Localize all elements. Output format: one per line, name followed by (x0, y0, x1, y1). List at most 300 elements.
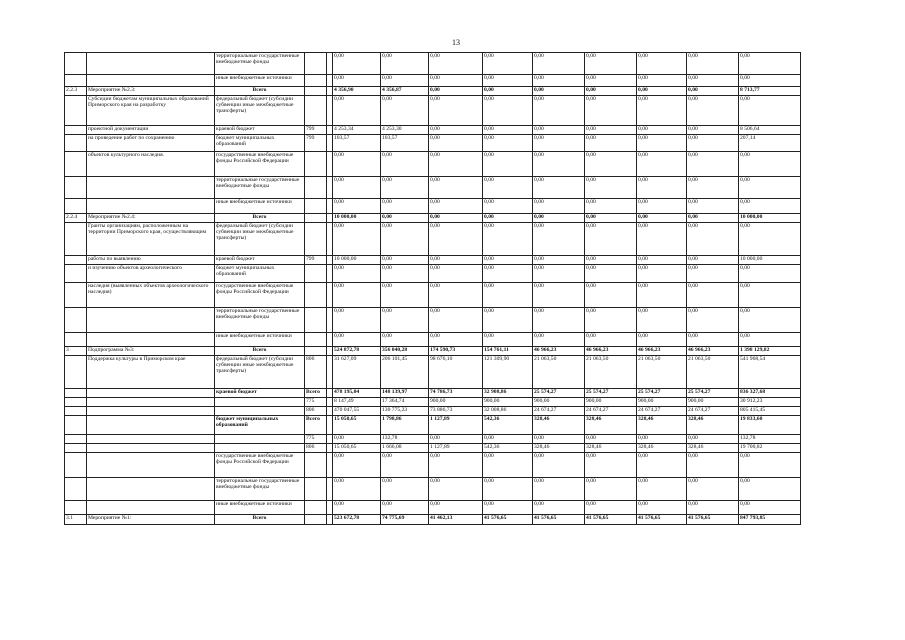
total-cell: 10 000,00 (739, 214, 801, 223)
value-2023-cell: 542,36 (483, 416, 533, 435)
source-cell: краевой бюджет (215, 126, 305, 135)
value-2027-cell: 46 966,23 (687, 347, 739, 356)
value-2020-cell: 0,00 (333, 265, 381, 283)
description-cell (87, 177, 215, 199)
value-2022-cell: 98 676,10 (429, 356, 483, 389)
total-cell: 0,00 (739, 308, 801, 333)
total-cell: 836 327,68 (739, 389, 801, 398)
table-row (65, 256, 801, 265)
value-2024-cell: 0,00 (533, 265, 585, 283)
table-row (65, 75, 801, 87)
number-cell (65, 126, 87, 135)
code-cell (305, 265, 327, 283)
source-cell: краевой бюджет (215, 256, 305, 265)
value-2023-cell: 0,00 (483, 453, 533, 478)
value-2023-cell: 0,00 (483, 435, 533, 444)
table-row (65, 435, 801, 444)
value-2025-cell: 0,00 (585, 214, 637, 223)
value-2020-cell: 0,00 (333, 453, 381, 478)
value-2020-cell: 0,00 (333, 478, 381, 501)
value-2027-cell: 0,00 (687, 333, 739, 347)
code-cell: 775 (305, 398, 327, 407)
value-2023-cell: 32 008,86 (483, 407, 533, 416)
value-2021-cell: 206 101,45 (381, 356, 429, 389)
value-2027-cell: 0,00 (687, 283, 739, 308)
description-cell (87, 389, 215, 398)
total-cell: 541 968,54 (739, 356, 801, 389)
value-2025-cell: 0,00 (585, 53, 637, 75)
description-cell: Мероприятие №2.4: (87, 214, 215, 223)
table-row (65, 87, 801, 96)
value-2023-cell: 0,00 (483, 478, 533, 501)
number-cell (65, 444, 87, 453)
value-2026-cell: 0,00 (637, 478, 687, 501)
description-cell (87, 444, 215, 453)
number-cell (65, 416, 87, 435)
total-cell: 847 793,85 (739, 515, 801, 525)
code-cell (305, 453, 327, 478)
value-2027-cell: 0,00 (687, 135, 739, 152)
value-2027-cell: 0,00 (687, 435, 739, 444)
value-2022-cell: 1 127,89 (429, 444, 483, 453)
value-2021-cell: 0,00 (381, 283, 429, 308)
total-cell: 0,00 (739, 283, 801, 308)
total-cell: 207,14 (739, 135, 801, 152)
value-2027-cell: 0,00 (687, 152, 739, 177)
code-cell (305, 283, 327, 308)
value-2021-cell: 4 356,87 (381, 87, 429, 96)
value-2021-cell: 1 798,86 (381, 416, 429, 435)
value-2020-cell: 0,00 (333, 177, 381, 199)
source-cell: федеральный бюджет (субсидии субвенции иные межбюджетные трансферты) (215, 356, 305, 389)
description-cell (87, 416, 215, 435)
value-2027-cell: 24 674,27 (687, 407, 739, 416)
value-2025-cell: 0,00 (585, 87, 637, 96)
description-cell: наследия (выявленных объектов археологического наследия) (87, 283, 215, 308)
value-2026-cell: 0,00 (637, 283, 687, 308)
number-cell: 2.2.3 (65, 87, 87, 96)
number-cell (65, 53, 87, 75)
value-2020-cell: 0,00 (333, 308, 381, 333)
table-row (65, 223, 801, 256)
number-cell: 2.2.4 (65, 214, 87, 223)
value-2024-cell: 0,00 (533, 87, 585, 96)
number-cell (65, 407, 87, 416)
number-cell (65, 398, 87, 407)
value-2027-cell: 0,00 (687, 478, 739, 501)
description-cell: Мероприятие №2.3: (87, 87, 215, 96)
table-row (65, 407, 801, 416)
total-cell: 19 700,82 (739, 444, 801, 453)
number-cell (65, 177, 87, 199)
value-2024-cell: 0,00 (533, 96, 585, 126)
value-2025-cell: 0,00 (585, 453, 637, 478)
value-2020-cell: 0,00 (333, 435, 381, 444)
value-2025-cell: 25 574,27 (585, 389, 637, 398)
value-2025-cell: 0,00 (585, 435, 637, 444)
value-2022-cell: 0,00 (429, 152, 483, 177)
value-2022-cell: 41 462,13 (429, 515, 483, 525)
number-cell (65, 75, 87, 87)
total-cell: 8 506,64 (739, 126, 801, 135)
value-2027-cell: 900,00 (687, 398, 739, 407)
code-cell (305, 347, 327, 356)
value-2021-cell: 4 253,30 (381, 126, 429, 135)
value-2021-cell: 132,78 (381, 435, 429, 444)
description-cell (87, 53, 215, 75)
table-row (65, 453, 801, 478)
value-2020-cell: 524 872,78 (333, 347, 381, 356)
description-cell: на проведение работ по сохранению (87, 135, 215, 152)
source-cell: иные внебюджетные источники (215, 501, 305, 515)
total-cell: 19 833,60 (739, 416, 801, 435)
value-2021-cell: 0,00 (381, 478, 429, 501)
value-2020-cell: 0,00 (333, 96, 381, 126)
total-cell: 0,00 (739, 177, 801, 199)
code-cell (305, 515, 327, 525)
value-2022-cell: 0,00 (429, 223, 483, 256)
value-2023-cell: 32 908,86 (483, 389, 533, 398)
budget-table (64, 52, 801, 525)
value-2024-cell: 0,00 (533, 308, 585, 333)
value-2022-cell: 74 786,73 (429, 389, 483, 398)
value-2020-cell: 470 047,55 (333, 407, 381, 416)
value-2022-cell: 0,00 (429, 53, 483, 75)
value-2023-cell: 0,00 (483, 214, 533, 223)
value-2025-cell: 0,00 (585, 177, 637, 199)
value-2026-cell: 0,00 (637, 435, 687, 444)
number-cell (65, 333, 87, 347)
value-2020-cell: 4 253,34 (333, 126, 381, 135)
value-2023-cell: 41 576,65 (483, 515, 533, 525)
value-2022-cell: 0,00 (429, 478, 483, 501)
value-2024-cell: 21 063,50 (533, 356, 585, 389)
value-2021-cell: 17 364,74 (381, 398, 429, 407)
value-2027-cell: 0,00 (687, 308, 739, 333)
value-2026-cell: 0,00 (637, 96, 687, 126)
value-2022-cell: 0,00 (429, 435, 483, 444)
table-row (65, 126, 801, 135)
description-cell (87, 435, 215, 444)
value-2023-cell: 0,00 (483, 75, 533, 87)
source-cell: иные внебюджетные источники (215, 199, 305, 214)
value-2021-cell: 0,00 (381, 53, 429, 75)
table-row (65, 389, 801, 398)
description-cell (87, 501, 215, 515)
source-cell: бюджет муниципальных образований (215, 416, 305, 435)
value-2027-cell: 0,00 (687, 223, 739, 256)
value-2027-cell: 0,00 (687, 265, 739, 283)
value-2027-cell: 0,00 (687, 75, 739, 87)
value-2024-cell: 0,00 (533, 75, 585, 87)
source-cell: Всего (215, 87, 305, 96)
source-cell: иные внебюджетные источники (215, 75, 305, 87)
table-row (65, 308, 801, 333)
source-cell: государственные внебюджетные фонды Российской Федерации (215, 283, 305, 308)
value-2027-cell: 0,00 (687, 87, 739, 96)
value-2021-cell: 0,00 (381, 256, 429, 265)
total-cell: 0,00 (739, 265, 801, 283)
value-2023-cell: 154 761,11 (483, 347, 533, 356)
value-2020-cell: 10 000,00 (333, 256, 381, 265)
value-2026-cell: 0,00 (637, 53, 687, 75)
value-2024-cell: 328,46 (533, 444, 585, 453)
value-2027-cell: 0,00 (687, 96, 739, 126)
description-cell (87, 478, 215, 501)
number-cell (65, 453, 87, 478)
number-cell (65, 435, 87, 444)
value-2023-cell: 0,00 (483, 53, 533, 75)
code-cell (305, 177, 327, 199)
value-2027-cell: 328,46 (687, 444, 739, 453)
value-2026-cell: 900,00 (637, 398, 687, 407)
value-2025-cell: 0,00 (585, 199, 637, 214)
value-2026-cell: 0,00 (637, 199, 687, 214)
value-2026-cell: 41 576,65 (637, 515, 687, 525)
value-2024-cell: 0,00 (533, 453, 585, 478)
value-2024-cell: 25 574,27 (533, 389, 585, 398)
value-2021-cell: 0,00 (381, 152, 429, 177)
value-2025-cell: 0,00 (585, 135, 637, 152)
number-cell (65, 283, 87, 308)
value-2027-cell: 21 063,50 (687, 356, 739, 389)
table-row (65, 398, 801, 407)
source-cell: территориальные государственные внебюджетные фонды (215, 478, 305, 501)
value-2022-cell: 0,00 (429, 265, 483, 283)
value-2027-cell: 328,46 (687, 416, 739, 435)
value-2024-cell: 0,00 (533, 256, 585, 265)
value-2023-cell: 900,00 (483, 398, 533, 407)
value-2022-cell: 1 127,89 (429, 416, 483, 435)
value-2026-cell: 0,00 (637, 223, 687, 256)
source-cell: федеральный бюджет (субсидии субвенции иные межбюджетные трансферты) (215, 223, 305, 256)
value-2026-cell: 0,00 (637, 333, 687, 347)
value-2027-cell: 0,00 (687, 256, 739, 265)
value-2021-cell: 0,00 (381, 333, 429, 347)
description-cell (87, 398, 215, 407)
table-row (65, 347, 801, 356)
code-cell: Всего (305, 416, 327, 435)
description-cell: Гранты организациям, расположенным на территории Приморского края, осуществляющим (87, 223, 215, 256)
value-2022-cell: 900,00 (429, 398, 483, 407)
value-2020-cell: 0,00 (333, 199, 381, 214)
value-2020-cell: 523 672,78 (333, 515, 381, 525)
value-2020-cell: 0,00 (333, 53, 381, 75)
source-cell (215, 444, 305, 453)
value-2025-cell: 24 674,27 (585, 407, 637, 416)
table-row (65, 501, 801, 515)
value-2025-cell: 328,46 (585, 416, 637, 435)
value-2025-cell: 0,00 (585, 256, 637, 265)
value-2026-cell: 328,46 (637, 444, 687, 453)
number-cell: 3.1 (65, 515, 87, 525)
value-2021-cell: 130 775,23 (381, 407, 429, 416)
code-cell: 806 (305, 356, 327, 389)
number-cell: 3 (65, 347, 87, 356)
value-2025-cell: 46 966,23 (585, 347, 637, 356)
page-number: 13 (452, 38, 460, 47)
source-cell (215, 407, 305, 416)
source-cell: Всего (215, 347, 305, 356)
table-row (65, 356, 801, 389)
value-2024-cell: 41 576,65 (533, 515, 585, 525)
value-2026-cell: 0,00 (637, 256, 687, 265)
value-2021-cell: 0,00 (381, 308, 429, 333)
value-2021-cell: 1 666,08 (381, 444, 429, 453)
code-cell (305, 75, 327, 87)
table-row (65, 214, 801, 223)
code-cell (305, 308, 327, 333)
table-row (65, 177, 801, 199)
description-cell: Подпрограмма №3: (87, 347, 215, 356)
value-2024-cell: 0,00 (533, 501, 585, 515)
number-cell (65, 501, 87, 515)
value-2025-cell: 0,00 (585, 501, 637, 515)
code-cell (305, 223, 327, 256)
value-2020-cell: 15 050,65 (333, 416, 381, 435)
number-cell (65, 135, 87, 152)
description-cell (87, 333, 215, 347)
code-cell (305, 96, 327, 126)
description-cell (87, 407, 215, 416)
value-2024-cell: 24 674,27 (533, 407, 585, 416)
value-2021-cell: 0,00 (381, 177, 429, 199)
value-2022-cell: 0,00 (429, 96, 483, 126)
value-2024-cell: 900,00 (533, 398, 585, 407)
value-2026-cell: 0,00 (637, 75, 687, 87)
value-2022-cell: 0,00 (429, 333, 483, 347)
description-cell (87, 199, 215, 214)
value-2025-cell: 0,00 (585, 283, 637, 308)
value-2023-cell: 0,00 (483, 333, 533, 347)
value-2021-cell: 0,00 (381, 199, 429, 214)
value-2027-cell: 0,00 (687, 53, 739, 75)
code-cell: Всего (305, 389, 327, 398)
value-2020-cell: 0,00 (333, 333, 381, 347)
description-cell: объектов культурного наследия. (87, 152, 215, 177)
description-cell: и изучению объектов археологического (87, 265, 215, 283)
table-body (65, 53, 801, 525)
total-cell: 8 713,77 (739, 87, 801, 96)
source-cell: территориальные государственные внебюджетные фонды (215, 177, 305, 199)
code-cell: 799 (305, 126, 327, 135)
value-2022-cell: 0,00 (429, 135, 483, 152)
source-cell: бюджет муниципальных образований (215, 135, 305, 152)
value-2026-cell: 0,00 (637, 308, 687, 333)
total-cell: 0,00 (739, 223, 801, 256)
total-cell: 0,00 (739, 453, 801, 478)
value-2025-cell: 0,00 (585, 152, 637, 177)
value-2023-cell: 0,00 (483, 96, 533, 126)
value-2026-cell: 0,00 (637, 501, 687, 515)
value-2020-cell: 0,00 (333, 501, 381, 515)
value-2023-cell: 0,00 (483, 87, 533, 96)
description-cell: проектной документации (87, 126, 215, 135)
table-row (65, 416, 801, 435)
description-cell: Субсидии бюджетам муниципальных образований Приморского края на разработку (87, 96, 215, 126)
value-2024-cell: 0,00 (533, 152, 585, 177)
total-cell: 0,00 (739, 75, 801, 87)
value-2026-cell: 0,00 (637, 214, 687, 223)
value-2024-cell: 0,00 (533, 435, 585, 444)
value-2026-cell: 0,00 (637, 177, 687, 199)
value-2022-cell: 0,00 (429, 214, 483, 223)
value-2021-cell: 0,00 (381, 214, 429, 223)
value-2023-cell: 0,00 (483, 265, 533, 283)
value-2025-cell: 41 576,65 (585, 515, 637, 525)
total-cell: 0,00 (739, 199, 801, 214)
number-cell (65, 256, 87, 265)
value-2027-cell: 0,00 (687, 126, 739, 135)
value-2020-cell: 4 356,90 (333, 87, 381, 96)
value-2024-cell: 46 966,23 (533, 347, 585, 356)
value-2023-cell: 542,36 (483, 444, 533, 453)
source-cell (215, 398, 305, 407)
value-2021-cell: 356 040,28 (381, 347, 429, 356)
value-2022-cell: 0,00 (429, 501, 483, 515)
value-2025-cell: 0,00 (585, 75, 637, 87)
value-2023-cell: 0,00 (483, 126, 533, 135)
value-2022-cell: 0,00 (429, 87, 483, 96)
value-2024-cell: 0,00 (533, 53, 585, 75)
value-2026-cell: 0,00 (637, 265, 687, 283)
total-cell: 0,00 (739, 152, 801, 177)
value-2023-cell: 0,00 (483, 223, 533, 256)
value-2022-cell: 0,00 (429, 308, 483, 333)
total-cell: 132,78 (739, 435, 801, 444)
number-cell (65, 478, 87, 501)
value-2023-cell: 121 309,90 (483, 356, 533, 389)
table-row (65, 199, 801, 214)
value-2023-cell: 0,00 (483, 501, 533, 515)
total-cell: 0,00 (739, 333, 801, 347)
number-cell (65, 356, 87, 389)
source-cell (215, 435, 305, 444)
value-2027-cell: 25 574,27 (687, 389, 739, 398)
number-cell (65, 96, 87, 126)
value-2023-cell: 0,00 (483, 256, 533, 265)
value-2024-cell: 0,00 (533, 223, 585, 256)
total-cell: 0,00 (739, 478, 801, 501)
value-2020-cell: 8 147,49 (333, 398, 381, 407)
value-2023-cell: 0,00 (483, 135, 533, 152)
value-2021-cell: 148 139,97 (381, 389, 429, 398)
code-cell: 806 (305, 407, 327, 416)
value-2026-cell: 0,00 (637, 453, 687, 478)
source-cell: государственные внебюджетные фонды Российской Федерации (215, 152, 305, 177)
total-cell: 10 000,00 (739, 256, 801, 265)
value-2023-cell: 0,00 (483, 152, 533, 177)
value-2021-cell: 103,57 (381, 135, 429, 152)
source-cell: государственные внебюджетные фонды Российской Федерации (215, 453, 305, 478)
value-2027-cell: 0,00 (687, 199, 739, 214)
value-2021-cell: 74 775,69 (381, 515, 429, 525)
value-2021-cell: 0,00 (381, 265, 429, 283)
value-2021-cell: 0,00 (381, 453, 429, 478)
table-row (65, 135, 801, 152)
value-2020-cell: 103,57 (333, 135, 381, 152)
value-2020-cell: 0,00 (333, 75, 381, 87)
table-row (65, 152, 801, 177)
value-2025-cell: 0,00 (585, 265, 637, 283)
value-2026-cell: 24 674,27 (637, 407, 687, 416)
source-cell: иные внебюджетные источники (215, 333, 305, 347)
table-row (65, 96, 801, 126)
value-2020-cell: 10 000,00 (333, 214, 381, 223)
value-2020-cell: 31 627,09 (333, 356, 381, 389)
number-cell (65, 199, 87, 214)
value-2026-cell: 21 063,50 (637, 356, 687, 389)
